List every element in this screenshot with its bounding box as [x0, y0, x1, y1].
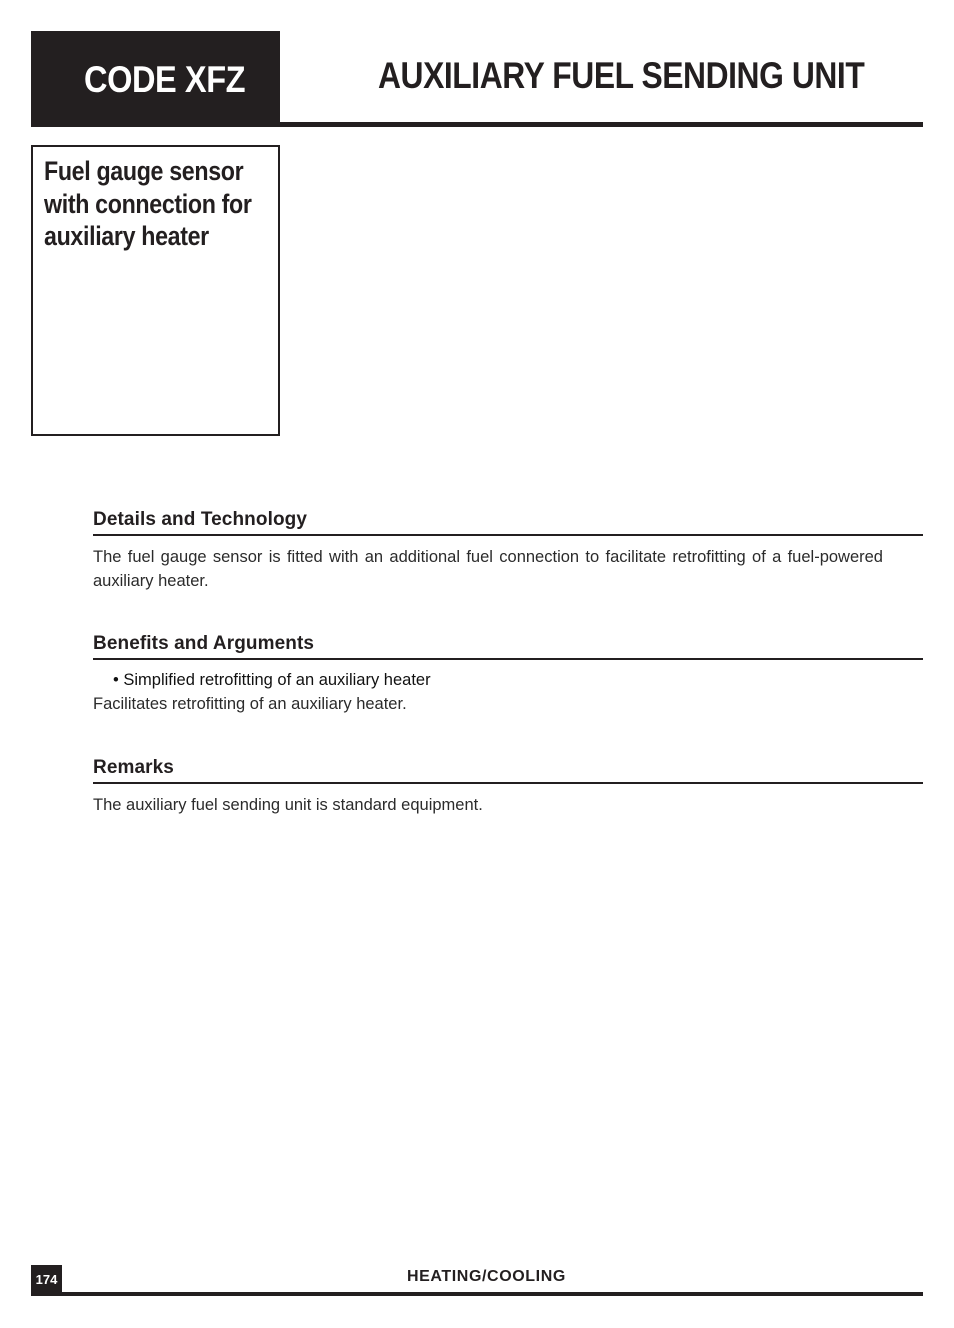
page-title: AUXILIARY FUEL SENDING UNIT: [378, 55, 865, 96]
section-heading-details: Details and Technology: [93, 509, 923, 536]
details-body: The fuel gauge sensor is fitted with an additional fuel connection to facilitate retrofitting of a fuel-powered auxiliary heater.: [93, 548, 883, 590]
section-heading-benefits: Benefits and Arguments: [93, 633, 923, 660]
footer-divider: [31, 1292, 923, 1296]
benefit-bullet: • Simplified retrofitting of an auxiliary heater: [113, 671, 431, 689]
footer-category: HEATING/COOLING: [407, 1268, 566, 1285]
summary-text: Fuel gauge sensor with connection for auxiliary heater: [44, 156, 252, 251]
page-number: 174: [31, 1265, 62, 1293]
benefits-body: Facilitates retrofitting of an auxiliary heater.: [93, 695, 407, 713]
code-badge: [31, 31, 280, 127]
section-details: [93, 509, 923, 593]
summary-box: [31, 145, 280, 436]
option-code: CODE XFZ: [84, 59, 246, 100]
section-benefits: [93, 633, 923, 716]
title-divider: [280, 122, 923, 127]
section-heading-remarks: Remarks: [93, 757, 923, 784]
remarks-body: The auxiliary fuel sending unit is standard equipment.: [93, 796, 483, 814]
section-remarks: [93, 757, 923, 817]
